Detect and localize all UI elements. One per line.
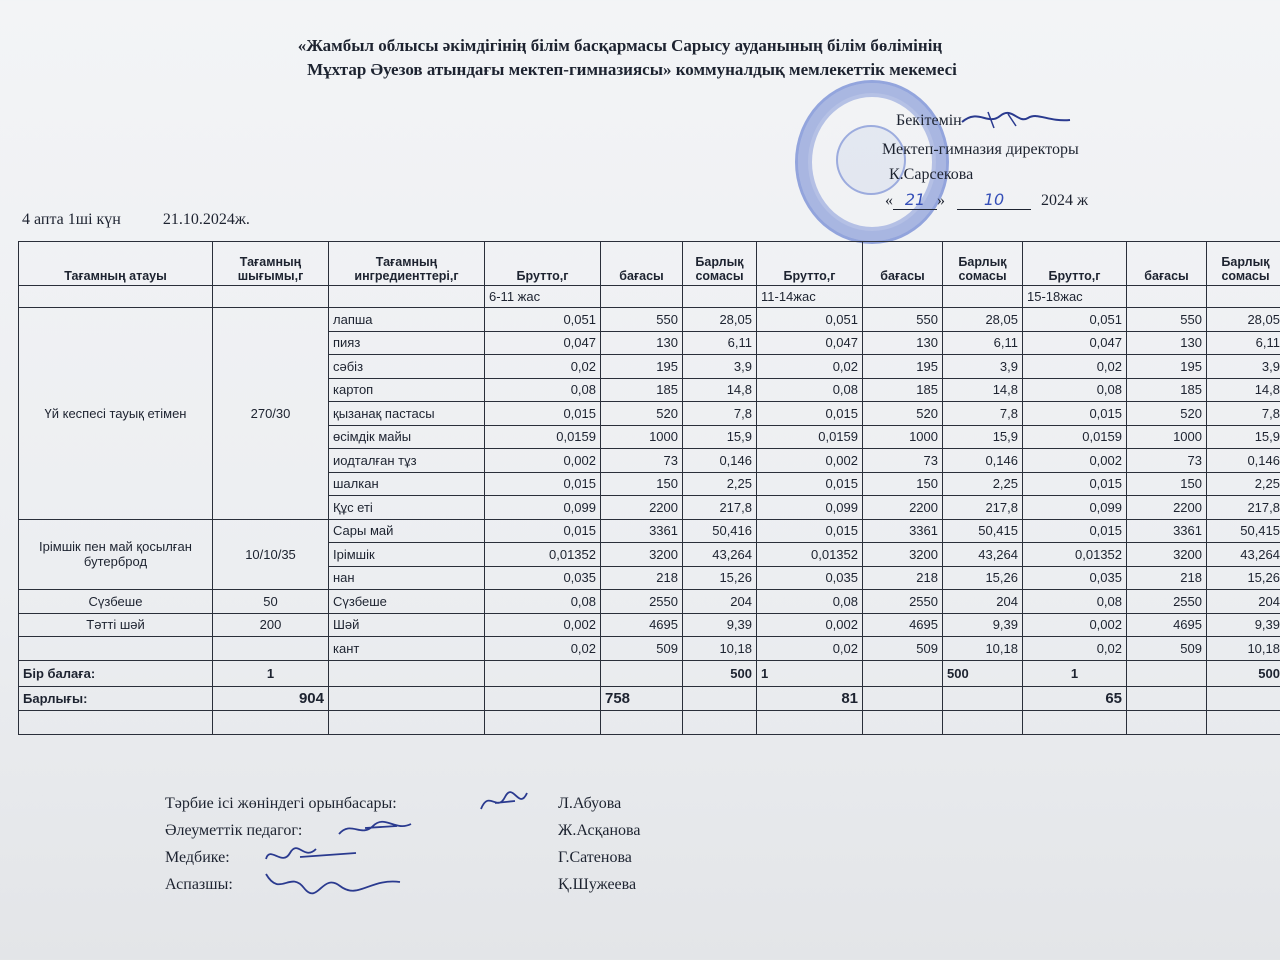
ingredient-value: 185 [1127,378,1207,402]
ingredient-value: 0,099 [757,496,863,520]
ingredient-value: 217,8 [1207,496,1280,520]
institution-title-line2: Мұхтар Әуезов атындағы мектеп-гимназиясы» коммуналдық мемлекеттік мекемесі [307,60,957,79]
week-day: 4 апта 1ші күн [22,211,121,228]
dish-yield: 200 [213,613,329,637]
per-child-row [19,660,1280,686]
dish-name: Үй кеспесі тауық етімен [19,308,213,520]
per-child-brutto-15-18: 1 [1023,660,1127,686]
approval-quote-close: » [937,192,945,209]
ingredient-value: 9,39 [943,613,1023,637]
ingredient-value: 195 [1127,355,1207,379]
ingredient-value: 195 [863,355,943,379]
ingredient-value: 3,9 [943,355,1023,379]
ingredient-value: 195 [601,355,683,379]
ingredient-value: 0,01352 [1023,543,1127,567]
ingredient-value: 0,051 [757,308,863,332]
ingredient-name: кант [329,637,485,661]
ingredient-value: 3200 [1127,543,1207,567]
ingredient-value: 0,146 [1207,449,1280,473]
total-label: Барлығы: [19,686,213,710]
signature-name: Ж.Асқанова [558,822,641,839]
ingredient-value: 2550 [601,590,683,614]
column-header: бағасы [601,242,683,286]
ingredient-value: 73 [1127,449,1207,473]
approval-day: 21 [893,190,937,210]
total-empty [1207,686,1280,710]
signature-name: Қ.Шужеева [558,876,637,893]
age-empty-cell [943,286,1023,308]
ingredient-value: 6,11 [943,331,1023,355]
ingredient-value: 217,8 [683,496,757,520]
age-empty-cell [1127,286,1207,308]
approval-month: 10 [957,190,1031,210]
ingredient-value: 14,8 [1207,378,1280,402]
ingredient-value: 15,9 [943,425,1023,449]
ingredient-value: 73 [601,449,683,473]
ingredient-value: 0,047 [757,331,863,355]
ingredient-value: 15,9 [1207,425,1280,449]
ingredient-value: 3361 [863,519,943,543]
age-empty-cell [863,286,943,308]
ingredient-value: 3,9 [683,355,757,379]
dish-name: Сүзбеше [19,590,213,614]
ingredient-value: 7,8 [943,402,1023,426]
ingredient-value: 0,002 [757,449,863,473]
ingredient-value: 0,015 [1023,519,1127,543]
column-header: бағасы [1127,242,1207,286]
ingredient-value: 43,264 [943,543,1023,567]
dish-yield [213,637,329,661]
age-empty-cell [683,286,757,308]
per-child-brutto-11-14: 1 [757,660,863,686]
ingredient-value: 73 [863,449,943,473]
ingredient-value: 0,047 [485,331,601,355]
dish-name [19,637,213,661]
per-child-label: Бір балаға: [19,660,213,686]
ingredient-value: 0,002 [1023,449,1127,473]
age-group-row [19,286,1280,308]
ingredient-value: 150 [601,472,683,496]
ingredient-value: 550 [1127,308,1207,332]
total-row [19,686,1280,710]
ingredient-value: 0,002 [485,613,601,637]
ingredient-value: 0,08 [485,590,601,614]
signature-role: Медбике: [165,849,230,866]
approval-quote-open: « [885,192,893,209]
dish-name: Ірімшік пен май қосылған бутерброд [19,519,213,590]
ingredient-value: 4695 [863,613,943,637]
per-child-yield: 1 [213,660,329,686]
ingredient-row [19,590,1280,614]
ingredient-value: 0,099 [1023,496,1127,520]
ingredient-value: 0,08 [1023,378,1127,402]
stamp-emblem [836,125,906,195]
ingredient-value: 0,02 [1023,355,1127,379]
ingredient-name: Шәй [329,613,485,637]
ingredient-row [19,637,1280,661]
ingredient-value: 2,25 [1207,472,1280,496]
ingredient-value: 10,18 [683,637,757,661]
column-header: Барлық сомасы [1207,242,1280,286]
ingredient-value: 130 [863,331,943,355]
ingredient-name: лапша [329,308,485,332]
ingredient-row [19,519,1280,543]
ingredient-value: 4695 [601,613,683,637]
ingredient-name: Құс еті [329,496,485,520]
ingredient-value: 6,11 [1207,331,1280,355]
ingredient-value: 14,8 [943,378,1023,402]
ingredient-value: 0,0159 [757,425,863,449]
ingredient-value: 509 [863,637,943,661]
ingredient-value: 15,26 [1207,566,1280,590]
ingredient-name: пияз [329,331,485,355]
ingredient-name: сәбіз [329,355,485,379]
ingredient-value: 43,264 [683,543,757,567]
ingredient-value: 0,002 [757,613,863,637]
ingredient-name: иодталған тұз [329,449,485,473]
signature-name: Г.Сатенова [558,849,632,866]
ingredient-value: 2,25 [943,472,1023,496]
ingredient-value: 50,415 [943,519,1023,543]
total-brutto-15-18: 65 [1023,686,1127,710]
column-header: Брутто,г [485,242,601,286]
age-empty-cell [1207,286,1280,308]
ingredient-value: 218 [1127,566,1207,590]
ingredient-value: 1000 [863,425,943,449]
ingredient-value: 0,02 [485,637,601,661]
ingredient-value: 0,015 [1023,472,1127,496]
age-group-15-18: 15-18жас [1023,286,1127,308]
ingredient-value: 3361 [601,519,683,543]
ingredient-value: 3200 [601,543,683,567]
age-empty-cell [19,286,213,308]
age-group-11-14: 11-14жас [757,286,863,308]
ingredient-value: 0,146 [683,449,757,473]
column-header: Брутто,г [757,242,863,286]
ingredient-value: 0,015 [485,472,601,496]
ingredient-value: 0,015 [757,519,863,543]
ingredient-value: 150 [1127,472,1207,496]
total-empty [1127,686,1207,710]
ingredient-value: 28,05 [943,308,1023,332]
ingredient-value: 0,0159 [485,425,601,449]
table-header-row [19,242,1280,286]
ingredient-name: Сары май [329,519,485,543]
ingredient-value: 0,0159 [1023,425,1127,449]
total-empty [683,686,757,710]
ingredient-name: өсімдік майы [329,425,485,449]
handwritten-signature [335,814,485,844]
age-empty-cell [601,286,683,308]
per-child-sum-15-18: 500 [1207,660,1280,686]
ingredient-value: 3200 [863,543,943,567]
ingredient-value: 509 [1127,637,1207,661]
ingredient-value: 2550 [1127,590,1207,614]
ingredient-value: 50,415 [1207,519,1280,543]
menu-table-body [19,308,1280,661]
ingredient-value: 150 [863,472,943,496]
dish-yield: 50 [213,590,329,614]
total-price-6-11: 758 [601,686,683,710]
ingredient-row [19,308,1280,332]
ingredient-value: 130 [1127,331,1207,355]
ingredient-value: 130 [601,331,683,355]
ingredient-value: 0,02 [485,355,601,379]
menu-day-line [22,211,250,229]
column-header: Тағамның атауы [19,242,213,286]
dish-yield: 10/10/35 [213,519,329,590]
menu-date: 21.10.2024ж. [162,211,250,228]
ingredient-value: 204 [683,590,757,614]
ingredient-value: 0,015 [485,402,601,426]
dish-name: Тәтті шәй [19,613,213,637]
ingredient-value: 28,05 [1207,308,1280,332]
menu-table [18,241,1280,735]
ingredient-value: 3361 [1127,519,1207,543]
column-header: бағасы [863,242,943,286]
ingredient-value: 43,264 [1207,543,1280,567]
signature-role: Әлеуметтік педагог: [165,822,303,839]
column-header: Барлық сомасы [943,242,1023,286]
ingredient-name: Сүзбеше [329,590,485,614]
ingredient-value: 0,146 [943,449,1023,473]
ingredient-value: 15,9 [683,425,757,449]
ingredient-value: 0,02 [757,637,863,661]
ingredient-value: 550 [601,308,683,332]
approval-date [885,190,1088,210]
handwritten-signature [260,868,410,898]
ingredient-value: 0,02 [757,355,863,379]
ingredient-value: 6,11 [683,331,757,355]
column-header: Тағамның ингредиенттері,г [329,242,485,286]
column-header: Брутто,г [1023,242,1127,286]
ingredient-value: 3,9 [1207,355,1280,379]
ingredient-value: 10,18 [943,637,1023,661]
ingredient-value: 0,099 [485,496,601,520]
director-position: Мектеп-гимназия директоры [882,141,1079,158]
ingredient-value: 550 [863,308,943,332]
per-child-sum-6-11: 500 [683,660,757,686]
ingredient-value: 520 [863,402,943,426]
ingredient-value: 2200 [1127,496,1207,520]
per-child-empty [329,660,485,686]
per-child-sum-11-14: 500 [943,660,1023,686]
column-header: Тағамның шығымы,г [213,242,329,286]
ingredient-name: Ірімшік [329,543,485,567]
ingredient-value: 0,02 [1023,637,1127,661]
ingredient-value: 2,25 [683,472,757,496]
ingredient-value: 0,051 [1023,308,1127,332]
ingredient-value: 2550 [863,590,943,614]
approval-label: Бекітемін [896,112,962,129]
ingredient-value: 0,01352 [485,543,601,567]
ingredient-value: 185 [863,378,943,402]
ingredient-name: қызанақ пастасы [329,402,485,426]
ingredient-value: 0,002 [485,449,601,473]
ingredient-value: 218 [601,566,683,590]
per-child-empty [485,660,601,686]
signature-role: Аспазшы: [165,876,233,893]
institution-title-line1: «Жамбыл облысы әкімдігінің білім басқармасы Сарысу ауданының білім бөлімінің [297,36,943,55]
ingredient-value: 0,01352 [757,543,863,567]
ingredient-value: 15,26 [943,566,1023,590]
ingredient-value: 2200 [863,496,943,520]
age-group-6-11: 6-11 жас [485,286,601,308]
ingredient-value: 0,08 [485,378,601,402]
ingredient-value: 0,015 [1023,402,1127,426]
total-empty [485,686,601,710]
ingredient-value: 9,39 [1207,613,1280,637]
ingredient-value: 0,08 [757,378,863,402]
ingredient-value: 0,051 [485,308,601,332]
per-child-empty [863,660,943,686]
total-empty [329,686,485,710]
ingredient-value: 50,416 [683,519,757,543]
ingredient-value: 0,047 [1023,331,1127,355]
ingredient-value: 28,05 [683,308,757,332]
ingredient-value: 7,8 [683,402,757,426]
ingredient-value: 7,8 [1207,402,1280,426]
ingredient-value: 218 [863,566,943,590]
total-empty [863,686,943,710]
ingredient-value: 217,8 [943,496,1023,520]
ingredient-value: 2200 [601,496,683,520]
ingredient-value: 0,035 [1023,566,1127,590]
ingredient-value: 520 [1127,402,1207,426]
director-signature [958,104,1078,134]
ingredient-name: картоп [329,378,485,402]
ingredient-value: 4695 [1127,613,1207,637]
ingredient-name: шалкан [329,472,485,496]
ingredient-value: 509 [601,637,683,661]
ingredient-value: 0,015 [757,402,863,426]
ingredient-value: 204 [943,590,1023,614]
ingredient-value: 0,035 [757,566,863,590]
ingredient-value: 1000 [1127,425,1207,449]
signature-name: Л.Абуова [558,795,622,812]
per-child-empty [601,660,683,686]
total-brutto-11-14: 81 [757,686,863,710]
official-stamp [795,80,949,244]
ingredient-name: нан [329,566,485,590]
ingredient-value: 0,08 [757,590,863,614]
total-empty [943,686,1023,710]
handwritten-signature [260,841,410,871]
ingredient-value: 0,08 [1023,590,1127,614]
ingredient-value: 0,035 [485,566,601,590]
per-child-empty [1127,660,1207,686]
ingredient-value: 10,18 [1207,637,1280,661]
column-header: Барлық сомасы [683,242,757,286]
approval-year: 2024 ж [1041,192,1089,209]
dish-yield: 270/30 [213,308,329,520]
ingredient-value: 15,26 [683,566,757,590]
empty-footer-row [19,710,1280,734]
ingredient-value: 9,39 [683,613,757,637]
total-yield: 904 [213,686,329,710]
director-name: К.Сарсекова [889,166,974,183]
ingredient-value: 204 [1207,590,1280,614]
ingredient-value: 520 [601,402,683,426]
ingredient-value: 0,002 [1023,613,1127,637]
signature-role: Тәрбие ісі жөніндегі орынбасары: [165,795,397,812]
ingredient-value: 185 [601,378,683,402]
age-empty-cell [213,286,329,308]
ingredient-value: 0,015 [757,472,863,496]
ingredient-value: 14,8 [683,378,757,402]
ingredient-row [19,613,1280,637]
ingredient-value: 1000 [601,425,683,449]
age-empty-cell [329,286,485,308]
ingredient-value: 0,015 [485,519,601,543]
